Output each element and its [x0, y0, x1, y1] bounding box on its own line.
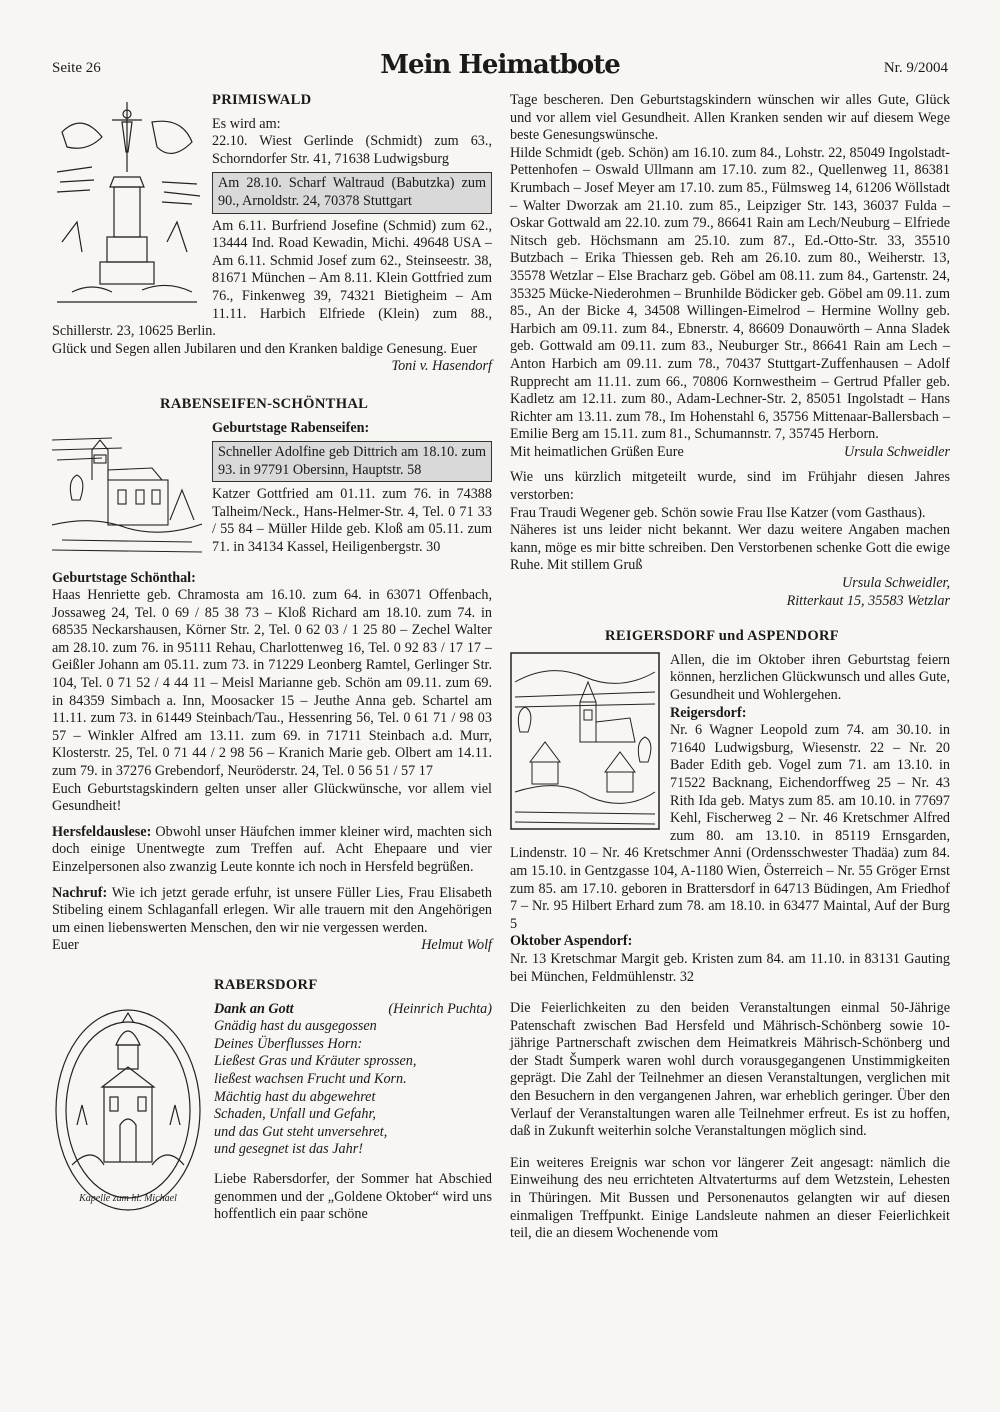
schoenthal-entries: Haas Henriette geb. Chramosta am 16.10. zum 64. in 63071 Offenbach, Jossaweg 24, Tel. 0 69 / 85 38 73 – Kloß Richard am 18.10. zum 74. in 68535 Neckarshausen, Körner Str. 2, Tel. 0 62 03 / 1 25 80 – Zechel Walter am 28.10. zum 76. in 95111 Rehau, Charlottenweg 16, Tel. 0 92 83 / 17 17 – Geißler Johann am 05.11. zum 73. in 71229 Leonberg Ramtel, Gerlinger Str. 104, Tel. 0 71 52 / 4 44 11 – Meisl Marianne geb. Schön am 09.11. zum 69. in 84359 Simbach a. Inn, Moosacker 15 – Jeuthe Anna geb. Schartel am 11.11. zum 73. in 61449 Steinbach/Tau., Hessenring 56, Tel. 0 61 71 / 98 03 57 – Winkler Alfred am 13.11. zum 69. in 71711 Steinbach a.d. Murr, Klosterstr. 25, Tel. 0 71 44 / 2 98 56 – Kranich Marie geb. Olbert am 14.11. zum 79. in 37276 Grebendorf, Neuröderstr. 24, Tel. 0 56 51 / 57 17 [52, 587, 492, 780]
rabenseifen-box-text: Schneller Adolfine geb Dittrich am 18.10. zum 93. in 97791 Obersinn, Hauptstr. 58 [218, 444, 486, 478]
cross-monument-image [52, 92, 202, 312]
poem-line: Gnädig hast du ausgegossen [214, 1018, 377, 1035]
primiswald-greeting: Glück und Segen allen Jubilaren und den Kranken baldige Genesung. Euer [52, 340, 478, 357]
rabenseifen-entries-1: Katzer Gottfried am 01.11. zum 76. in 74388 Talheim/Neck., Hans-Helmer-Str. 4, Tel. 0 71 33 / 55 84 – Müller Hilde geb. Kloß am 05.11. zum 71. in 34134 Kassel, Heiligenbergstr. 30 [212, 486, 492, 556]
rabenseifen-signature: Helmut Wolf [421, 937, 492, 954]
reigersdorf-entries: Nr. 6 Wagner Leopold zum 74. am 30.10. in 71640 Ludwigsburg, Wiesenstr. 22 – Nr. 20 Bader Edith geb. Vogel zum 71. am 13.10. in 71522 Backnang, Eichendorffweg 25 – Nr. 43 Rith Ida geb. Matys zum 85. am 10.10. in 77697 Kehl, Fischerweg 2 – Nr. 46 Kretschmer Alfred zum 80. am 13.10. in 85119 Ernsgarden, Lindenstr. 10 – Nr. 46 Kretschmer Anni (Ordensschwester Thadäa) zum 84. am 15.10. in Gentzgasse 104, A-1180 Wien, Österreich – Nr. 55 Gröger Ernst zum 85. am 17.10. geboren in Brattersdorf in 64713 Büdingen, Am Friedhof 7 – Nr. 95 Hilbert Erhard zum 78. am 18.10. in 63477 Maintal, Auf der Burg 5 [510, 722, 950, 932]
primiswald-box-text: Am 28.10. Scharf Waltraud (Babutzka) zum 90., Arnoldstr. 24, 70378 Stuttgart [218, 175, 486, 209]
primiswald-signature: Toni v. Hasendorf [391, 358, 492, 375]
church-village-image [52, 420, 202, 560]
page-header [0, 50, 1000, 84]
deceased-text: Näheres ist uns leider nicht bekannt. Wer dazu weitere Angaben machen kann, möge es mir bitte schreiben. Den Verstorbenen schenke Gott die ewige Ruhe. Mit stillem Gruß [510, 522, 950, 574]
primiswald-title: PRIMISWALD [212, 92, 312, 108]
primiswald-intro: Es wird am: [212, 115, 281, 132]
poem-heading [214, 1001, 492, 1019]
hersfeldauslese-paragraph [52, 824, 492, 877]
poem-title: Dank an Gott [214, 1000, 294, 1017]
primiswald-highlight-box [212, 172, 492, 213]
reigersdorf-subhead: Reigersdorf: [670, 704, 747, 721]
village-church-image [510, 652, 660, 830]
section-reigersdorf [510, 628, 950, 1243]
rabenseifen-signature-row [52, 937, 492, 955]
section-primiswald [52, 92, 492, 376]
poem-line: Mächtig hast du abgewehret [214, 1088, 376, 1105]
deceased-names: Frau Traudi Wegener geb. Schön sowie Frau Ilse Katzer (vom Gasthaus). [510, 504, 926, 521]
nachruf-paragraph [52, 885, 492, 938]
right-signature-1: Ursula Schweidler [843, 443, 950, 460]
section-rabersdorf [52, 977, 492, 1224]
reigersdorf-intro: Allen, die im Oktober ihren Geburtstag feiern können, herzlichen Glückwunsch und alles Gute, Gesundheit und Wohlergehen. [670, 651, 950, 703]
left-column [52, 92, 492, 1224]
poem-line: und das Gut steht unversehret, [214, 1123, 388, 1140]
event-paragraph: Ein weiteres Ereignis war schon vor längerer Zeit angesagt: nämlich die Einweihung des neu errichteten Altvaterturms auf dem Wetzstein, Lehesten in Thüringen. Mit Bussen und Personenautos gelangten wir auf diesen einmaligen Treffpunkt. Einige Landsleute nahmen an dieser Feierlichkeit teil, die an diesem Wochenende vom [510, 1154, 950, 1242]
section-rabenseifen [52, 396, 492, 955]
poem-line: Deines Überflusses Horn: [214, 1035, 363, 1052]
hersfeldauslese-label: Hersfeldauslese: [52, 823, 152, 840]
poem-line: ließest wachsen Frucht und Korn. [214, 1070, 407, 1087]
hersfeldauslese-text: Obwohl unser Häufchen immer kleiner wird, machten sich doch einige Unentwegte zum Treffen auf. Acht Ehepaare und vier Einzelpersonen also zwanzig Leute konnte ich noch in Hersfeld begrüßen. [52, 823, 492, 875]
issue-number: Nr. 9/2004 [883, 60, 948, 76]
primiswald-entry-1: 22.10. Wiest Gerlinde (Schmidt) zum 63., Schorndorfer Str. 41, 71638 Ludwigsburg [212, 133, 492, 167]
rabenseifen-title: RABENSEIFEN-SCHÖNTHAL [160, 395, 369, 412]
masthead-title: Mein Heimatbote [380, 50, 620, 80]
page-number: Seite 26 [52, 60, 101, 76]
rabenseifen-highlight-box [212, 441, 492, 482]
primiswald-entries-2: Am 6.11. Burfriend Josefine (Schmid) zum 62., 13444 Ind. Road Kewadin, Michi. 49648 USA – Am 6.11. Schmid Josef zum 62., Steinseestr. 38, 81671 München – Am 8.11. Klein Gottfried zum 76., Finkenweg 39, 74321 Bietigheim – Am 11.11. Harbich Elfriede (Klein) zum 88., Schillerstr. 23, 10625 Berlin. [52, 217, 492, 340]
deceased-intro: Wie uns kürzlich mitgeteilt wurde, sind im Frühjahr diesen Jahres verstorben: [510, 469, 950, 504]
rabenseifen-closing: Euer [52, 937, 79, 954]
right-intro: Tage bescheren. Den Geburtstagskindern wünschen wir alles Gute, Glück und vor allem viel Gesundheit. Allen Kranken senden wir auf diesem Wege beste Genesungswünsche. [510, 92, 950, 144]
nachruf-label: Nachruf: [52, 884, 108, 901]
poem-line: Schaden, Unfall und Gefahr, [214, 1106, 376, 1123]
right-closing: Mit heimatlichen Grüßen Eure [510, 443, 684, 460]
schoenthal-subhead: Geburtstage Schönthal: [52, 569, 196, 586]
chapel-caption: Kapelle zum hl. Michael [79, 1192, 177, 1204]
poem-author: (Heinrich Puchta) [388, 1000, 492, 1017]
birthday-list: Hilde Schmidt (geb. Schön) am 16.10. zum 84., Lohstr. 22, 85049 Ingolstadt-Pettenhofen – Oswald Ullmann am 17.10. zum 82., Quellenweg 11, 86381 Krumbach – Josef Meyer am 17.10. zum 85., Fülmsweg 14, 61206 Wöllstadt – Walter Dworzak am 21.10. zum 85., Leipziger Str. 143, 36037 Fulda – Oskar Gottwald am 22.10. zum 79., 86641 Rain am Lech/Neuburg – Elfriede Nitsch geb. Höchsmann am 25.10. zum 87., Ed.-Otto-Str. 33, 35510 Butzbach – Erika Thiessen geb. Reh am 26.10. zum 80., Weiherstr. 13, 35578 Wetzlar – Else Bracharz geb. Göbel am 08.11. zum 84., Gartenstr. 24, 35325 Mücke-Niederohmen – Brunhilde Bödicker geb. Göbel am 09.11. zum 85., An der Bicke 4, 34508 Willingen-Eimelrod – Hermine Wollny geb. Harbich am 09.11. zum 84., Ebnerstr. 4, 86609 Donauwörth – Anna Sladek geb. Gottwald am 09.11. zum 83., Neuburger Str., 86641 Rain am Lech – Anton Harbich am 09.11. zum 78., 70437 Stuttgart-Zuffenhausen – Adolf Rupprecht am 11.11. zum 66., 70806 Kornwestheim – Gertrud Pfaller geb. Kadletz am 12.11. zum 80., Adam-Lechner-Str. 2, 85051 Ingolstadt – Hans Richter am 13.11. zum 78., Im Hohenstahl 6, 35756 Mittenaar-Ballersbach – Emilie Berg am 15.11. zum 81., Schumannstr. 7, 35745 Herborn. [510, 144, 950, 443]
rabenseifen-subhead-1: Geburtstage Rabenseifen: [212, 419, 370, 436]
right-signature-2: Ursula Schweidler, [842, 575, 950, 592]
reigersdorf-title: REIGERSDORF und ASPENDORF [605, 628, 840, 645]
celebration-paragraph: Die Feierlichkeiten zu den beiden Veranstaltungen einmal 50-Jährige Patenschaft zwischen Bad Hersfeld und Mährisch-Schönberg sowie 10-jährige Partnerschaft zwischen dem Heimatkreis Mährisch-Schönberg und der Stadt Šumperk waren wohl durch vorausgegangenen Unstimmigkeiten geprägt. Die Zahl der Teilnehmer an diesen Veranstaltungen, verglichen mit den Besuchern in den vergangenen Jahren, war erheblich geringer. Über den Verlauf der Veranstaltungen waren alle Teilnehmer erfreut. Es ist zu hoffen, daß in Zukunft weiterhin solche Veranstaltungen möglich sind. [510, 1000, 950, 1140]
right-signature-row-1 [510, 444, 950, 462]
aspendorf-entries: Nr. 13 Kretschmar Margit geb. Kristen zum 84. am 11.10. in 83131 Gauting bei München, Feldmühlenstr. 32 [510, 950, 950, 985]
nachruf-text: Wie ich jetzt gerade erfuhr, ist unsere Füller Lies, Frau Elisabeth Stibeling einem Schlaganfall erlegen. Wir alle trauern mit den Angehörigen um einen liebenswerten Menschen, den wir nie vergessen werden. [52, 884, 492, 936]
chapel-image [52, 1005, 204, 1215]
right-column [510, 92, 950, 1243]
poem-line: und gesegnet ist das Jahr! [214, 1141, 363, 1158]
rabenseifen-wishes: Euch Geburtstagskindern gelten unser aller Glückwünsche, vor allem viel Gesundheit! [52, 780, 492, 815]
rabersdorf-paragraph: Liebe Rabersdorfer, der Sommer hat Abschied genommen und der „Goldene Oktober“ wird uns hoffentlich ein paar schöne [214, 1170, 492, 1223]
aspendorf-subhead: Oktober Aspendorf: [510, 933, 633, 950]
poem-line: Ließest Gras und Kräuter sprossen, [214, 1053, 417, 1070]
right-signature-3: Ritterkaut 15, 35583 Wetzlar [786, 592, 950, 609]
rabersdorf-title: RABERSDORF [214, 976, 318, 993]
